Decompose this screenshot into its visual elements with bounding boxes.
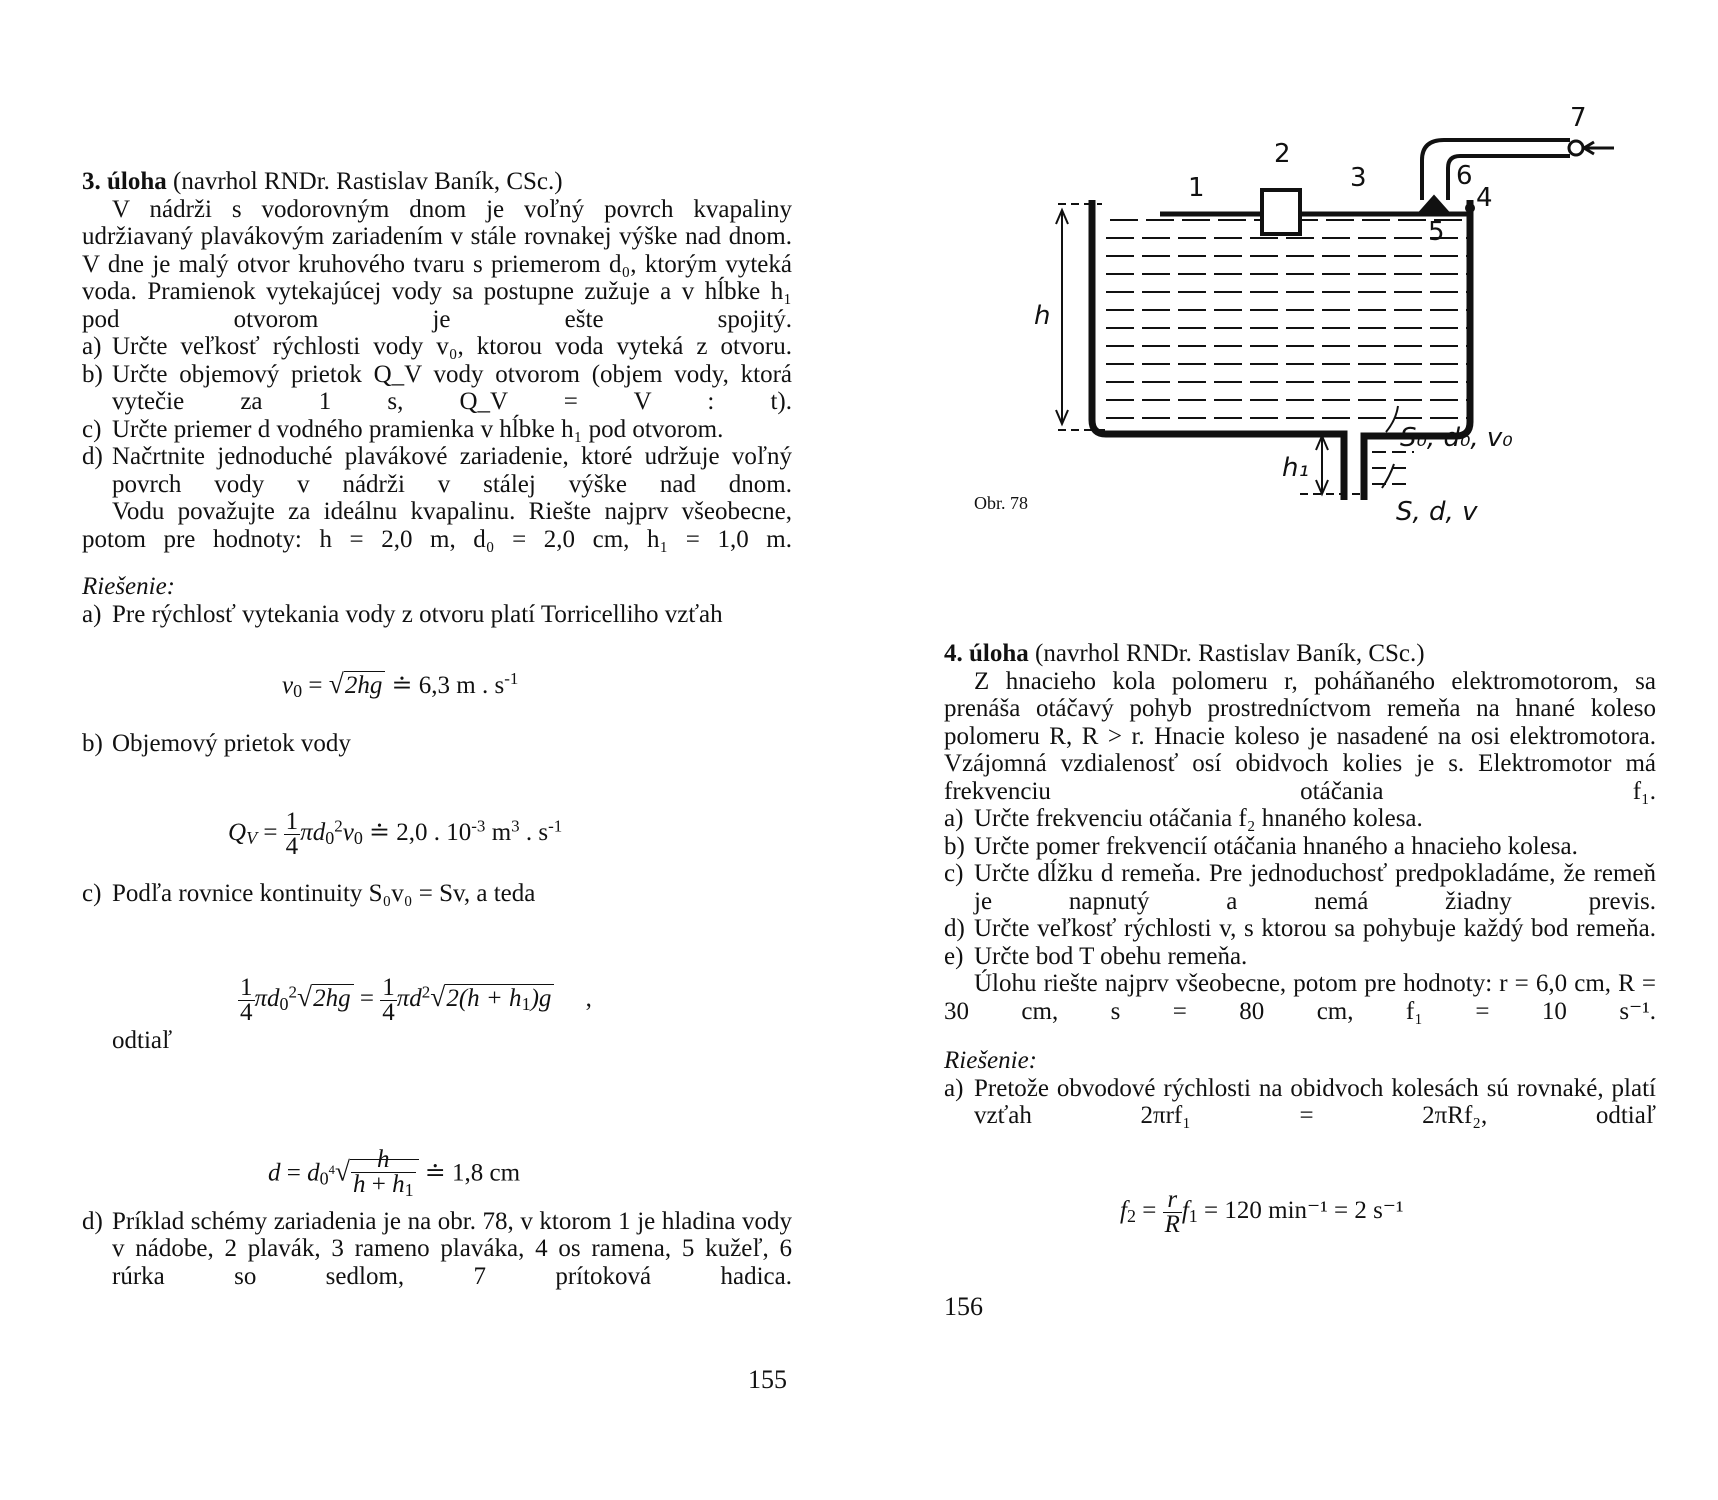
solution-c: c) Podľa rovnice kontinuity S₀v₀ = Sv, a teda — [82, 879, 536, 907]
equation-f2: $f_2$ = $\frac{r}{R}$ $f_1 = 120$ min⁻¹ = 2 s⁻¹ — [1120, 1186, 1404, 1238]
label-h: h — [1034, 301, 1051, 331]
equation-v0: $v_0 = √2hg$ ≐ 6,3 m . $s^{-1}$ — [282, 668, 519, 701]
inflow-pipe — [1422, 140, 1570, 200]
left-column — [82, 168, 792, 1290]
solution-label: Riešenie: — [82, 573, 176, 600]
task-3-values: Vodu považujte za ideálnu kvapalinu. Riešte najprv všeobecne, potom pre hodnoty: h = 2,0 m, d₀ = 2,0 cm, h₁ = 1,0 m. — [82, 498, 792, 553]
task-3-item-a: a) Určte veľkosť rýchlosti vody v₀, ktorou voda vyteká z otvoru. — [82, 333, 792, 360]
task-3-item-d: d) Načrtnite jednoduché plavákové zariadenie, ktoré udržuje voľný povrch vody v nádrži v stálej výške nad dnom. — [82, 443, 792, 498]
tank-outline — [1092, 200, 1470, 500]
label-outlet: S₀, d₀, v₀ — [1400, 423, 1513, 453]
odtial-word: odtiaľ — [112, 1027, 173, 1054]
figure-78-float-valve — [1010, 100, 1630, 530]
solution-a: a) Pre rýchlosť vytekania vody z otvoru platí Torricelliho vzťah — [82, 600, 723, 628]
task-4-heading: 4. úloha (navrhol RNDr. Rastislav Baník, CSc.) — [944, 640, 1425, 667]
label-7: 7 — [1570, 103, 1587, 133]
label-5: 5 — [1428, 217, 1445, 247]
solution-d: d) Príklad schémy zariadenia je na obr. 78, v ktorom 1 je hladina vody v nádobe, 2 plavák, 3 rameno plaváka, 4 os ramena, 5 kužeľ, 6 rúrka so sedlom, 7 prítoková hadica. — [82, 1207, 792, 1290]
label-6: 6 — [1456, 161, 1473, 191]
figure-caption: Obr. 78 — [974, 493, 1028, 513]
task-3-item-b: b) Určte objemový prietok Q_V vody otvorom (objem vody, ktorá vytečie za 1 s, Q_V = V : t). — [82, 360, 792, 415]
solution-label-right: Riešenie: — [944, 1047, 1038, 1074]
water-stream — [1344, 500, 1364, 530]
equation-qv: $Q_V$ = $\frac{1}{4}$ $\pi d_0^2v_0$ ≐ 2,0 . $10^{-3}$ $m^3$ . $s^{-1}$ — [228, 808, 563, 860]
solution-b: b) Objemový prietok vody — [82, 730, 351, 757]
task-4-item-b: b) Určte pomer frekvencií otáčania hnaného a hnacieho kolesa. — [944, 832, 1578, 860]
solution-4a: a) Pretože obvodové rýchlosti na obidvoch kolesách sú rovnaké, platí vzťah 2πrf₁ = 2πRf₂, odtiaľ — [944, 1074, 1656, 1129]
label-h1: h₁ — [1282, 453, 1309, 483]
task-4-statement: Z hnacieho kola polomeru r, poháňaného elektromotorom, sa prenáša otáčavý pohyb prostredníctvom remeňa na hnané koleso polomeru R, R > r. Hnacie koleso je nasadené na osi elektromotora. Vzájomná vzdialenosť osí obidvoch kolies je s. Elektromotor má frekvenciu otáčania f₁. — [944, 667, 1656, 805]
page-number-right: 156 — [944, 1292, 983, 1321]
equation-continuity: $\frac{1}{4}$ $\pi d_0^2√2hg$ = $\frac{1}{4}$ $\pi d^2√2(h + h_1)g$ , — [240, 974, 592, 1026]
label-1: 1 — [1188, 173, 1205, 203]
right-column — [944, 640, 1656, 1130]
task-4-item-c: c) Určte dĺžku d remeňa. Pre jednoduchosť predpokladáme, že remeň je napnutý a nemá žiadny previs. — [944, 860, 1656, 915]
task-4-item-d: d) Určte veľkosť rýchlosti v, s ktorou sa pohybuje každý bod remeňa. — [944, 915, 1656, 942]
float — [1262, 190, 1300, 234]
label-4: 4 — [1476, 183, 1493, 213]
task-4-item-e: e) Určte bod T obehu remeňa. — [944, 942, 1248, 970]
equation-d: $d = d_0^4√$ $\frac{h}{h + h_1}$ ≐ 1,8 cm — [268, 1146, 521, 1200]
task-4-item-a: a) Určte frekvenciu otáčania f₂ hnaného kolesa. — [944, 805, 1423, 832]
task-3-heading: 3. úloha (navrhol RNDr. Rastislav Baník, CSc.) — [82, 168, 563, 195]
label-3: 3 — [1350, 163, 1367, 193]
label-stream: S, d, v — [1396, 497, 1478, 527]
task-3-statement: V nádrži s vodorovným dnom je voľný povrch kvapaliny udržiavaný plavákovým zariadením v stále rovnakej výške nad dnom. V dne je malý otvor kruhového tvaru s priemerom d₀, ktorým vyteká voda. Pramienok vytekajúcej vody sa postupne zužuje a v hĺbke h₁ pod otvorom je ešte spojitý. — [82, 195, 792, 333]
page-number-left: 155 — [748, 1365, 787, 1394]
label-2: 2 — [1274, 139, 1291, 169]
task-3-item-c: c) Určte priemer d vodného pramienka v hĺbke h₁ pod otvorom. — [82, 415, 724, 443]
task-4-values: Úlohu riešte najprv všeobecne, potom pre hodnoty: r = 6,0 cm, R = 30 cm, s = 80 cm, f₁ = 10 s⁻¹. — [944, 970, 1656, 1025]
